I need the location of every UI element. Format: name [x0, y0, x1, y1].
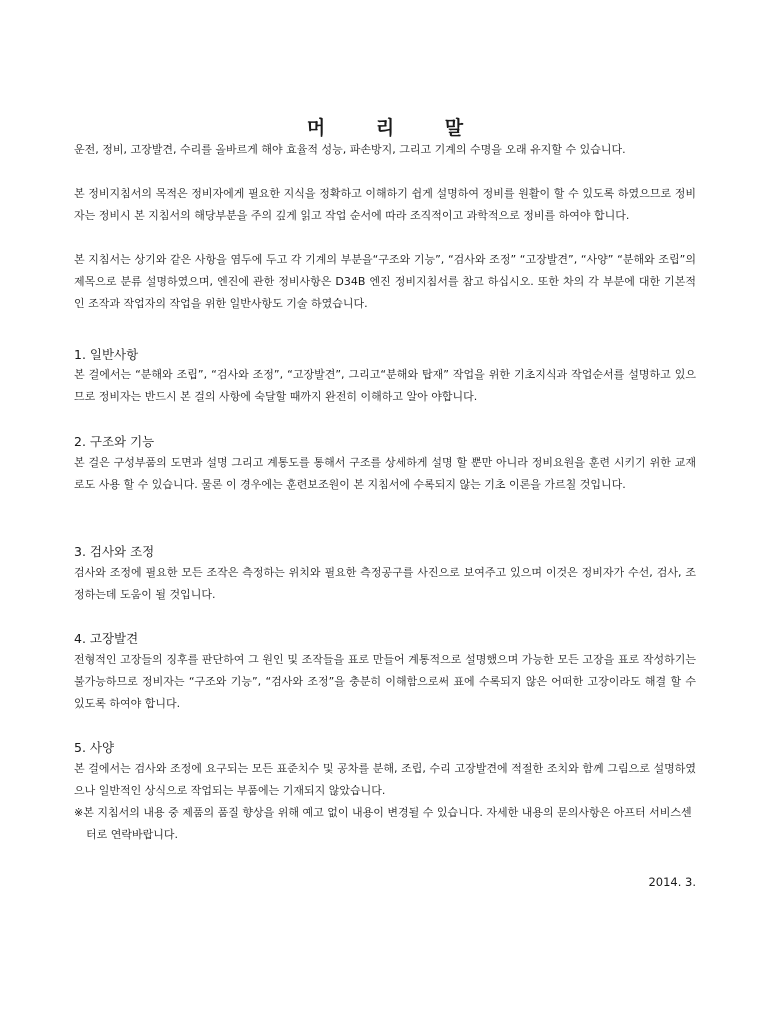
intro-paragraph-1: 운전, 정비, 고장발견, 수리를 올바르게 해야 효율적 성능, 파손방지, 그리고 기계의 수명을 오래 유지할 수 있습니다. — [74, 143, 626, 156]
section-body-troubleshooting: 전형적인 고장들의 징후를 판단하여 그 원인 및 조작들을 표로 만들어 계통적으로 설명했으며 가능한 모든 고장을 표로 작성하기는 불가능하므로 정비자는 “구조와 기능”, “검사와 조정”을 충분히 이해함으로써 표에 수록되지 않은 어떠한 고장이라도 해결 할 수 있도록 하여야 합니다. — [74, 653, 696, 710]
section-body-general: 본 걸에서는 “분해와 조립”, “검사와 조정”, “고장발견”, 그리고“분해와 탑재” 작업을 위한 기초지식과 작업순서를 설명하고 있으므로 정비자는 반드시 본 걸의 사항에 숙달할 때까지 완전히 이해하고 알아 야합니다. — [74, 368, 696, 403]
publication-date: 2014. 3. — [648, 875, 696, 889]
page-title: 머 리 말 — [306, 117, 486, 139]
section-body-structure: 본 걸은 구성부품의 도면과 설명 그리고 계통도를 통해서 구조를 상세하게 설명 할 뿐만 아니라 정비요원을 훈련 시키기 위한 교재로도 사용 할 수 있습니다. 물론 이 경우에는 훈련보조원이 본 지침서에 수록되지 않는 기초 이론을 가르칠 것입니다. — [74, 456, 696, 491]
section-heading-general: 1. 일반사항 — [74, 347, 139, 362]
section-heading-troubleshooting: 4. 고장발견 — [74, 631, 139, 646]
revision-note: ※본 지침서의 내용 중 제품의 품질 향상을 위해 예고 없이 내용이 변경될 수 있습니다. 자세한 내용의 문의사항은 아프터 서비스센터로 연락바랍니다. — [74, 806, 692, 841]
section-body-specifications: 본 걸에서는 검사와 조정에 요구되는 모든 표준치수 및 공차를 분해, 조립, 수리 고장발견에 적절한 조치와 함께 그림으로 설명하였으나 일반적인 상식으로 작업되는 부품에는 기재되지 않았습니다. — [74, 762, 696, 797]
section-heading-structure: 2. 구조와 기능 — [74, 434, 155, 449]
section-heading-inspection: 3. 검사와 조정 — [74, 544, 155, 559]
intro-paragraph-2: 본 정비지침서의 목적은 정비자에게 필요한 지식을 정확하고 이해하기 쉽게 설명하여 정비를 원활이 할 수 있도록 하였으므로 정비자는 정비시 본 지침서의 해당부분을 주의 깊게 읽고 작업 순서에 따라 조직적이고 과학적으로 정비를 하여야 합니다. — [74, 187, 696, 222]
section-body-inspection: 검사와 조정에 필요한 모든 조작은 측정하는 위치와 필요한 측정공구를 사진으로 보여주고 있으며 이것은 정비자가 수선, 검사, 조정하는데 도움이 될 것입니다. — [74, 566, 696, 601]
intro-paragraph-3: 본 지침서는 상기와 같은 사항을 염두에 두고 각 기계의 부분을“구조와 기능”, “검사와 조정” “고장발견”, “사양” “분해와 조립”의 제목으로 분류 설명하였으며, 엔진에 관한 정비사항은 D34B 엔진 정비지침서를 참고 하십시오. 또한 차의 각 부분에 대한 기본적인 조작과 작업자의 작업을 위한 일반사항도 기술 하였습니다. — [74, 253, 696, 310]
section-heading-specifications: 5. 사양 — [74, 740, 115, 755]
